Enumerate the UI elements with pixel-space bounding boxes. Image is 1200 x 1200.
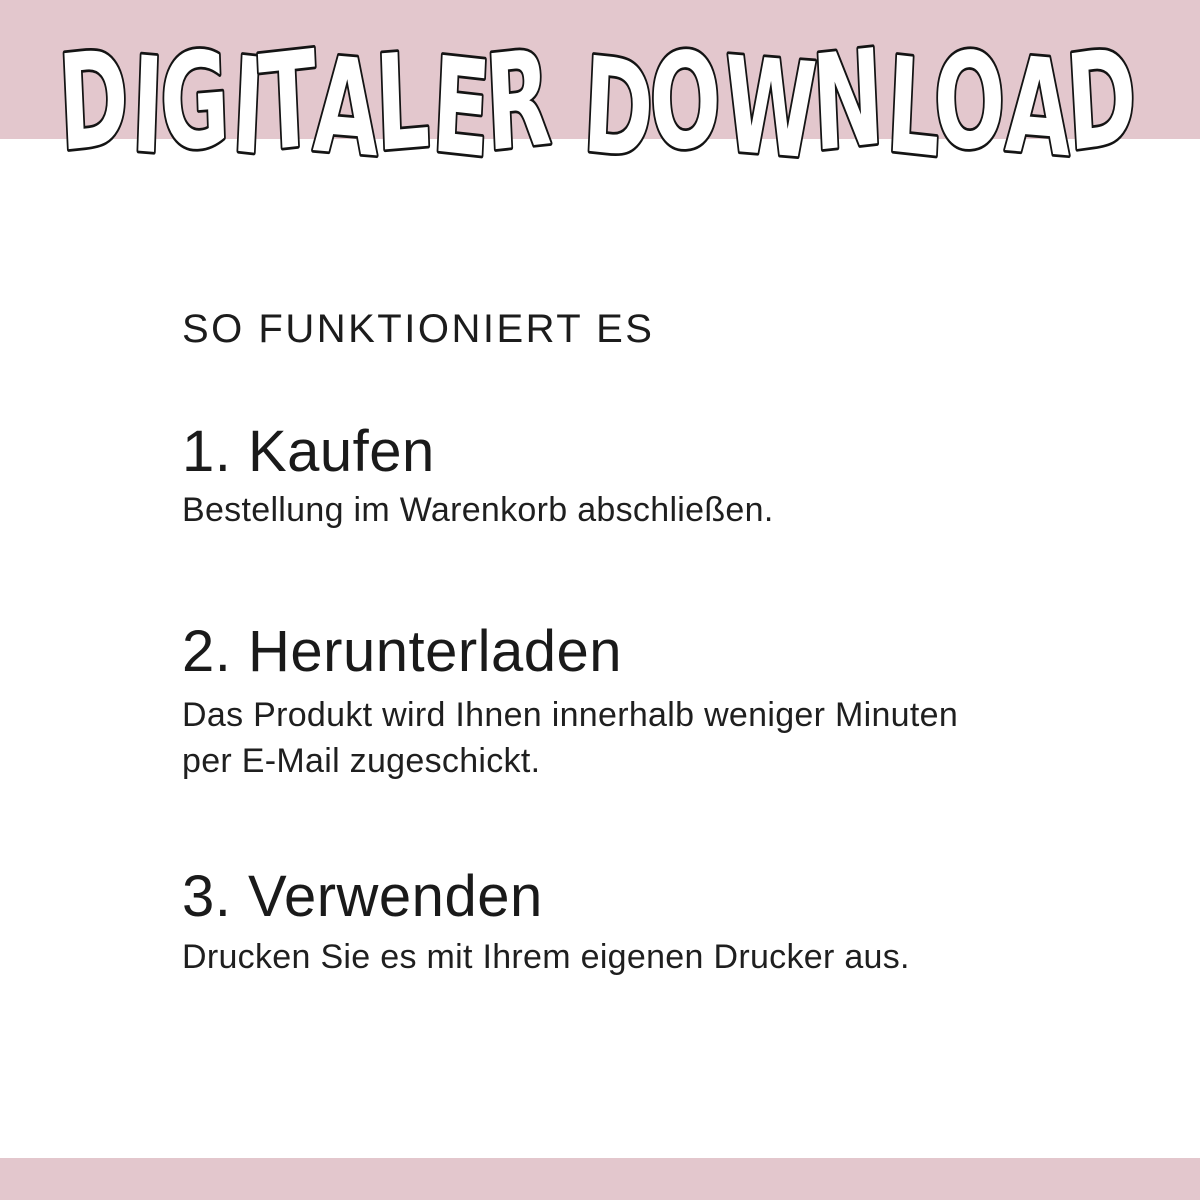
step-1-title: 1. Kaufen (182, 419, 435, 484)
step-3-description-line: Drucken Sie es mit Ihrem eigenen Drucker aus. (182, 938, 910, 976)
step-1-description-line: Bestellung im Warenkorb abschließen. (182, 491, 774, 529)
page-title: DIGITALER DOWNLOAD (52, 18, 1182, 190)
step-1-description (182, 487, 774, 533)
page-title-graphic (0, 0, 1200, 210)
step-2-description-line: per E-Mail zugeschickt. (182, 742, 541, 781)
step-2-description-line: Das Produkt wird Ihnen innerhalb weniger Minuten (182, 696, 959, 734)
step-3-description (182, 934, 910, 980)
how-it-works-heading: SO FUNKTIONIERT ES (182, 307, 655, 351)
step-2-description (182, 692, 958, 784)
footer-band (0, 1158, 1200, 1200)
step-2-title: 2. Herunterladen (182, 619, 623, 684)
step-3-title: 3. Verwenden (182, 864, 543, 929)
